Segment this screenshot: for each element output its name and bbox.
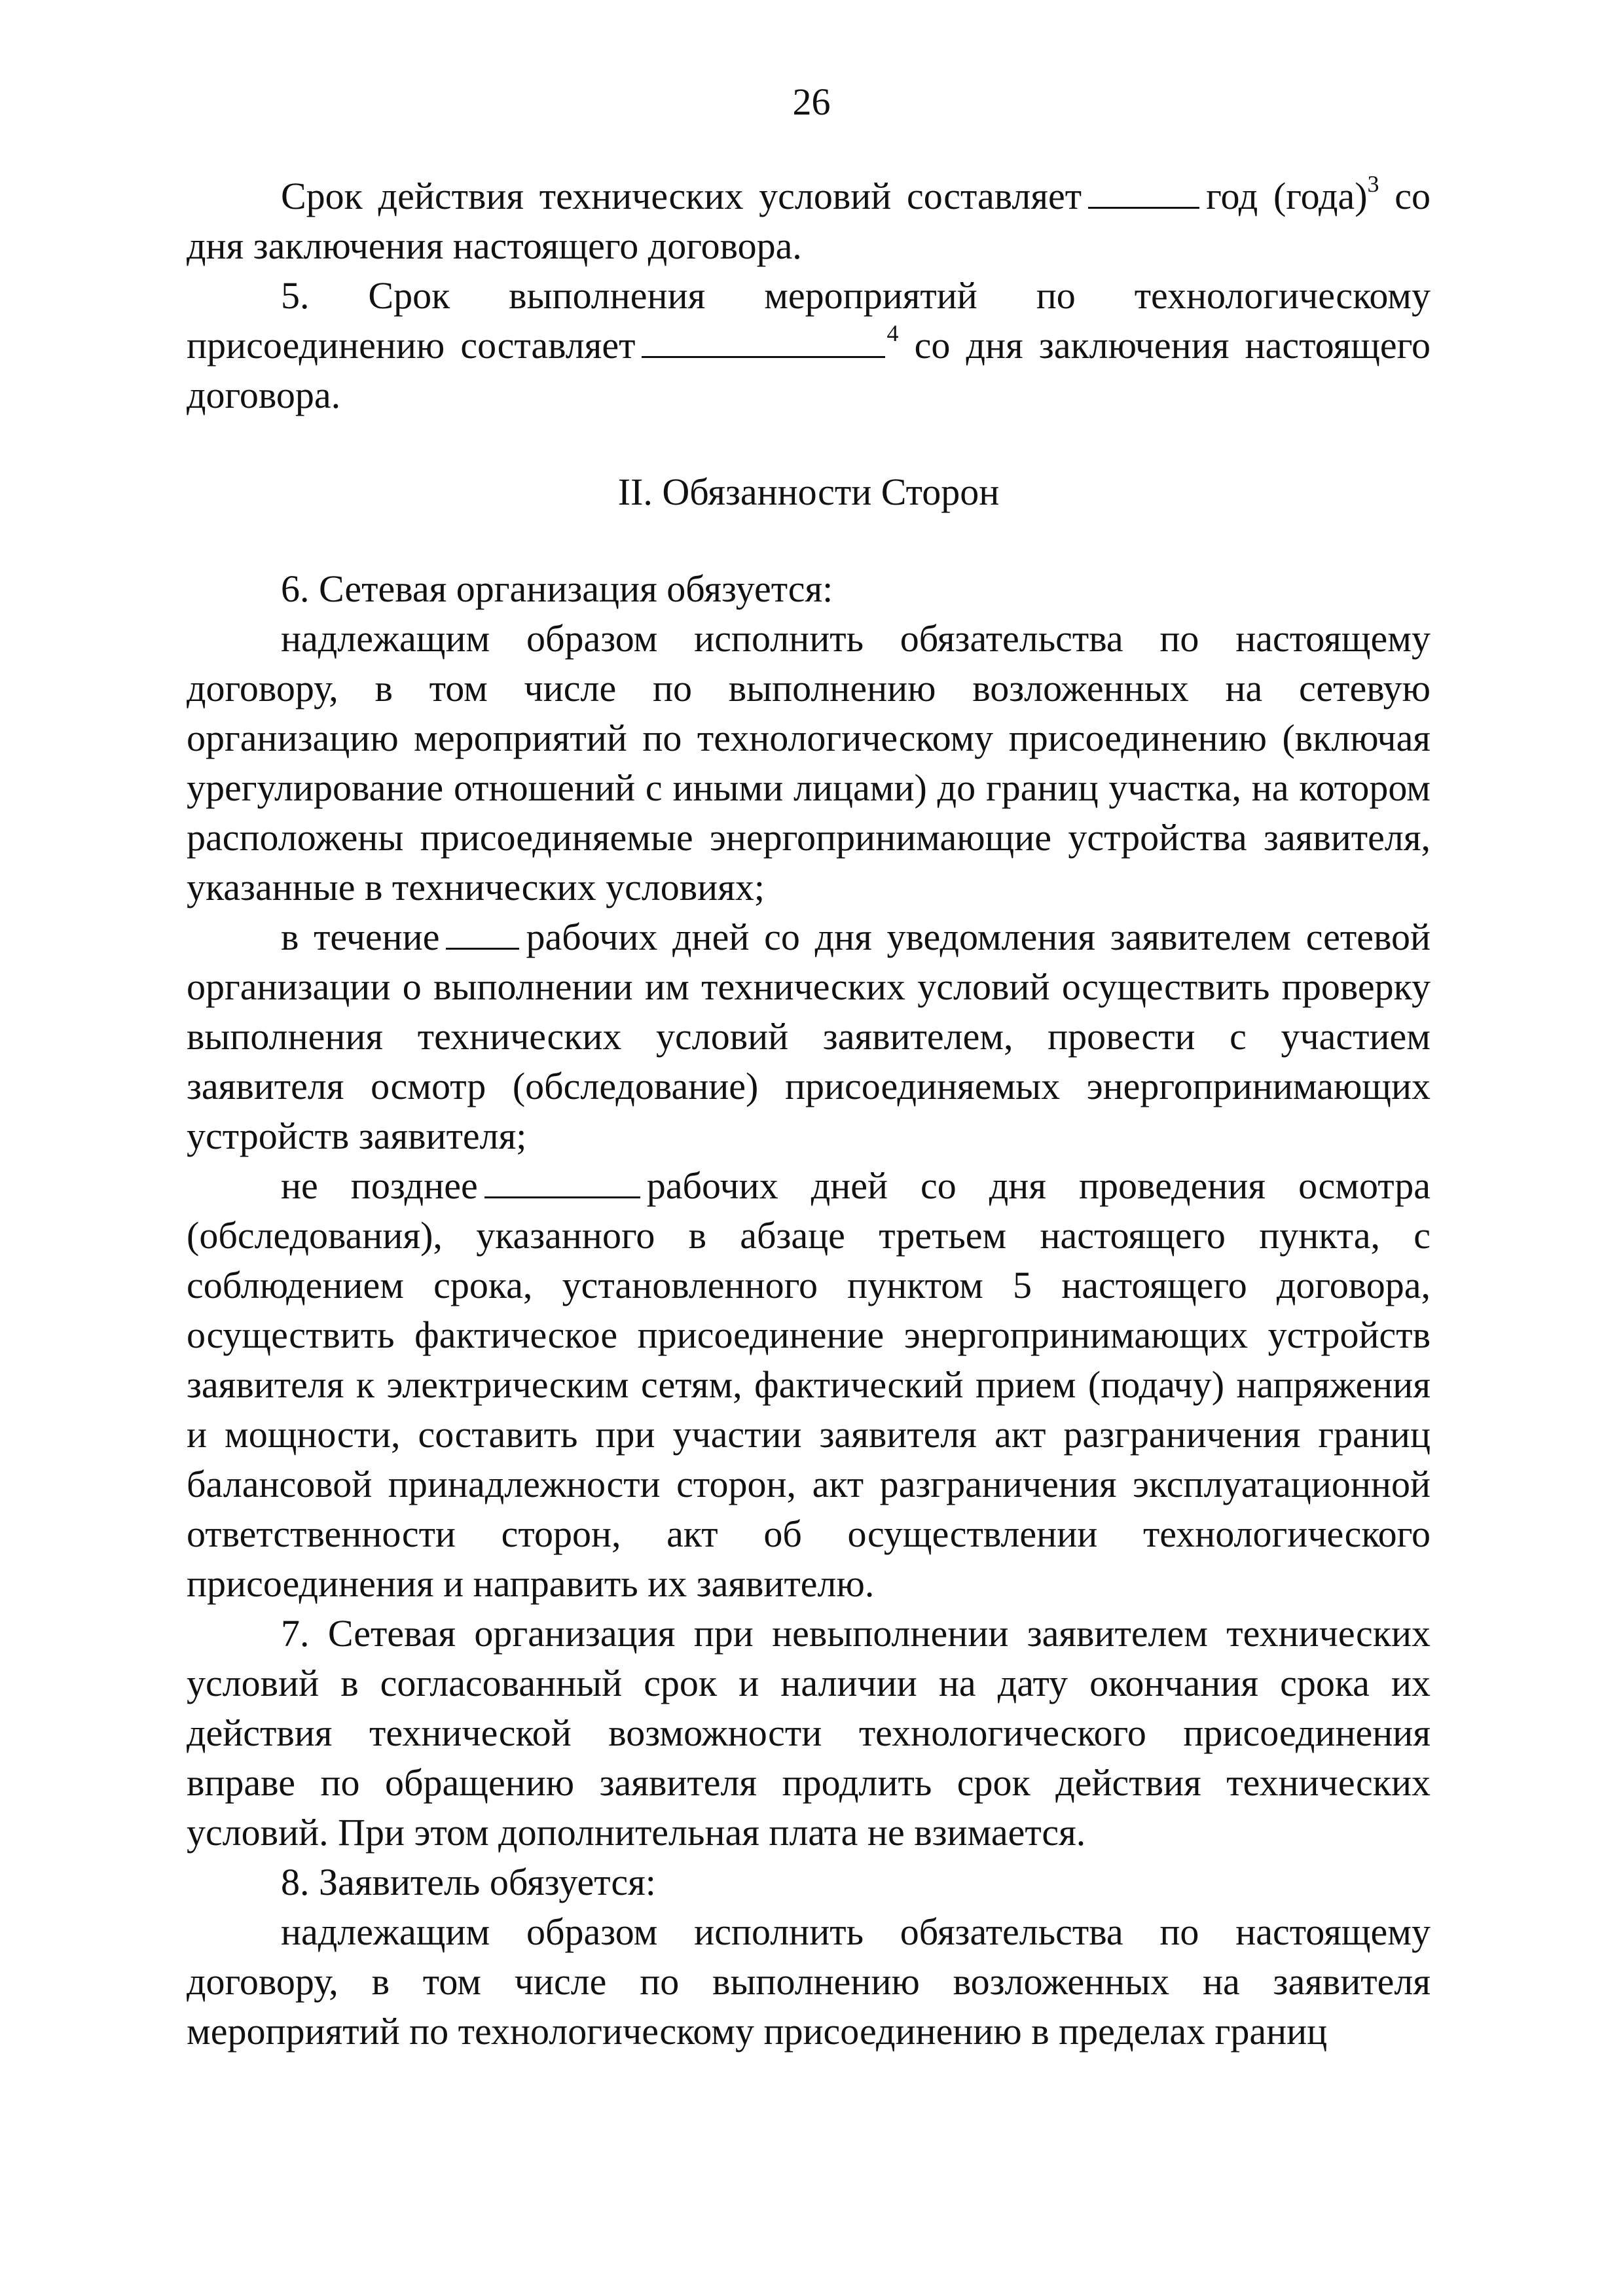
days-blank-1 bbox=[446, 915, 519, 950]
section-heading: II. Обязанности Сторон bbox=[617, 471, 1000, 513]
validity-paragraph bbox=[187, 171, 1431, 271]
p6c-lead: не позднее bbox=[281, 1164, 478, 1207]
p5-tail: со дня заключения настоящего договора. bbox=[187, 324, 1431, 416]
year-blank bbox=[1088, 174, 1199, 209]
validity-unit: год (года) bbox=[1206, 175, 1368, 217]
validity-text: Срок действия технических условий составляет bbox=[281, 175, 1082, 217]
term-blank bbox=[642, 323, 885, 358]
p5-text: 5. Срок выполнения мероприятий по технологическому присоединению составляет bbox=[187, 274, 1431, 367]
paragraph-6-obligation-2 bbox=[187, 912, 1431, 1161]
validity-tail: со дня заключения настоящего договора. bbox=[187, 175, 1431, 267]
p6c-text: рабочих дней со дня проведения осмотра (обследования), указанного в абзаце третьем настоящего пункта, с соблюдением срока, установленного пунктом 5 настоящего договора, осуществить фактическое присоединение энергопринимающих устройств заявителя к электрическим сетям, фактический прием (подачу) напряжения и мощности, составить при участии заявителя акт разграничения границ балансовой принадлежности сторон, акт разграничения эксплуатационной ответственности сторон, акт об осуществлении технологического присоединения и направить их заявителю. bbox=[187, 1164, 1431, 1605]
paragraph-6-obligation-1: надлежащим образом исполнить обязательства по настоящему договору, в том числе по выполнению возложенных на сетевую организацию мероприятий по технологическому присоединению (включая урегулирование отношений с иными лицами) до границ участка, на котором расположены присоединяемые энергопринимающие устройства заявителя, указанные в технических условиях; bbox=[187, 617, 1431, 908]
p6b-text: рабочих дней со дня уведомления заявителем сетевой организации о выполнении им технических условий осуществить проверку выполнения технических условий заявителем, провести с участием заявителя осмотр (обследование) присоединяемых энергопринимающих устройств заявителя; bbox=[187, 916, 1431, 1157]
days-blank-2 bbox=[484, 1164, 640, 1198]
paragraph-5 bbox=[187, 271, 1431, 420]
p6b-lead: в течение bbox=[281, 916, 440, 958]
page-number: 26 bbox=[792, 81, 831, 123]
paragraph-8-obligation-1: надлежащим образом исполнить обязательства по настоящему договору, в том числе по выполнению возложенных на заявителя мероприятий по технологическому присоединению в пределах границ bbox=[187, 1910, 1431, 2053]
paragraph-7: 7. Сетевая организация при невыполнении заявителем технических условий в согласованный срок и наличии на дату окончания срока их действия технической возможности технологического присоединения вправе по обращению заявителя продлить срок действия технических условий. При этом дополнительная плата не взимается. bbox=[187, 1612, 1431, 1854]
paragraph-6: 6. Сетевая организация обязуется: bbox=[281, 567, 833, 610]
footnote-3: 3 bbox=[1367, 170, 1379, 197]
paragraph-8: 8. Заявитель обязуется: bbox=[281, 1861, 656, 1903]
footnote-4: 4 bbox=[886, 319, 899, 346]
paragraph-6-obligation-3 bbox=[187, 1161, 1431, 1609]
document-body bbox=[187, 171, 1431, 2056]
